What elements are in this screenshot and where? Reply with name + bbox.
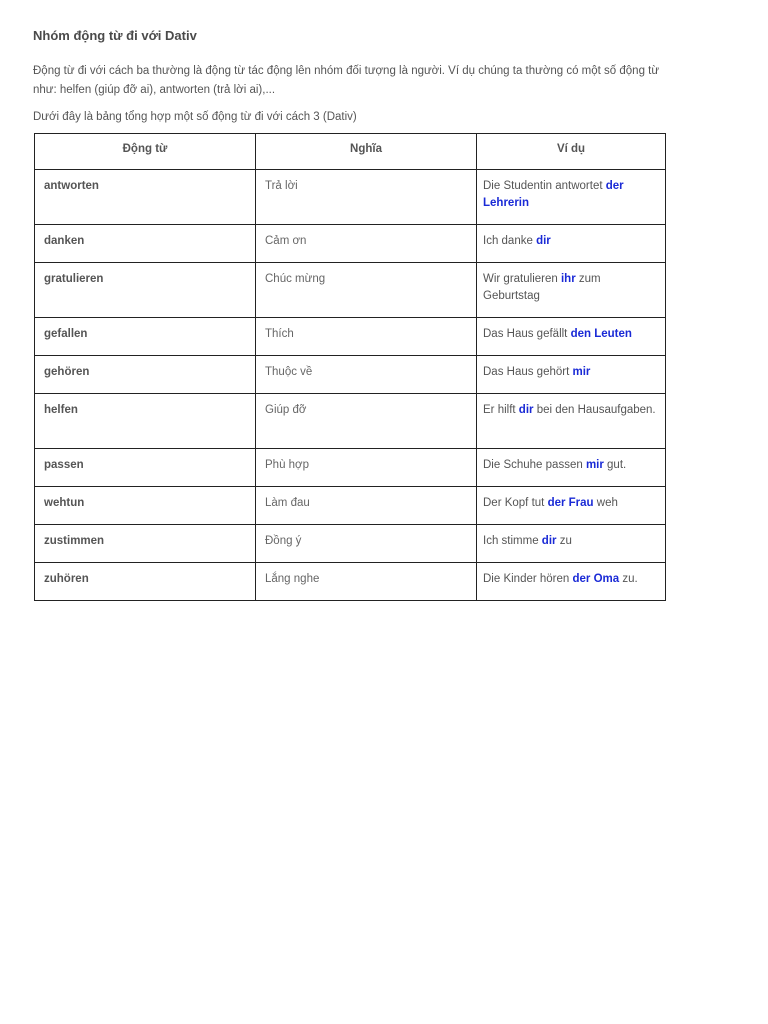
dative-object: ihr (560, 273, 576, 285)
example-text: zum Geburtstag (483, 273, 601, 302)
verb-cell: passen (35, 449, 256, 487)
example-cell (477, 170, 666, 225)
header-verb: Động từ (35, 134, 256, 170)
example-text: zu. (619, 573, 638, 585)
example-text: Wir gratulieren (483, 273, 561, 285)
dative-object: der Lehrerin (483, 180, 624, 209)
section-heading: Nhóm động từ đi với Dativ (33, 28, 197, 43)
header-example: Ví dụ (477, 134, 666, 170)
table-row (35, 170, 666, 225)
example-text: weh (593, 497, 618, 509)
verb-cell: gefallen (35, 318, 256, 356)
example-text: bei den Hausaufgaben. (533, 404, 656, 416)
table-row (35, 318, 666, 356)
dative-object: dir (541, 535, 557, 547)
table-row (35, 487, 666, 525)
table-row (35, 356, 666, 394)
verb-cell: zustimmen (35, 525, 256, 563)
example-cell (477, 525, 666, 563)
example-cell (477, 356, 666, 394)
dative-object: mir (585, 459, 604, 471)
example-text: Der Kopf tut (483, 497, 548, 509)
verb-cell: helfen (35, 394, 256, 449)
example-text: Die Studentin antwortet (483, 180, 606, 192)
dative-object: der Frau (547, 497, 594, 509)
meaning-cell: Cảm ơn (256, 225, 477, 263)
example-text: gut. (603, 459, 627, 471)
example-cell (477, 563, 666, 601)
verb-cell: zuhören (35, 563, 256, 601)
example-cell (477, 487, 666, 525)
meaning-cell: Giúp đỡ (256, 394, 477, 449)
verb-cell: gehören (35, 356, 256, 394)
verb-cell: danken (35, 225, 256, 263)
table-row (35, 394, 666, 449)
meaning-cell: Đồng ý (256, 525, 477, 563)
example-text: Das Haus gefällt (483, 328, 571, 340)
dativ-verb-table (34, 133, 666, 601)
meaning-cell: Làm đau (256, 487, 477, 525)
example-cell (477, 394, 666, 449)
article-content (33, 26, 673, 601)
intro-paragraph: Động từ đi với cách ba thường là động từ tác động lên nhóm đối tượng là người. Ví dụ chúng ta thường có một số động từ như: helfen (giúp đỡ ai), antworten (trả lời ai),... (33, 65, 660, 96)
example-text: Die Kinder hören (483, 573, 573, 585)
dative-object: dir (536, 235, 551, 247)
example-text: Die Schuhe passen (483, 459, 586, 471)
example-text: Ich stimme (483, 535, 542, 547)
table-row (35, 225, 666, 263)
example-text: Ich danke (483, 235, 537, 247)
table-intro-paragraph: Dưới đây là bảng tổng hợp một số động từ đi với cách 3 (Dativ) (33, 111, 357, 123)
table-header-row (35, 134, 666, 170)
example-text: Er hilft (483, 404, 519, 416)
meaning-cell: Thuộc về (256, 356, 477, 394)
meaning-cell: Trả lời (256, 170, 477, 225)
header-meaning: Nghĩa (256, 134, 477, 170)
example-text: Das Haus gehört (483, 366, 573, 378)
example-text: zu (556, 535, 572, 547)
table-row (35, 449, 666, 487)
meaning-cell: Lắng nghe (256, 563, 477, 601)
verb-cell: wehtun (35, 487, 256, 525)
table-row (35, 525, 666, 563)
example-cell (477, 225, 666, 263)
meaning-cell: Thích (256, 318, 477, 356)
table-row (35, 263, 666, 318)
meaning-cell: Chúc mừng (256, 263, 477, 318)
dative-object: mir (572, 366, 591, 378)
example-cell (477, 318, 666, 356)
example-cell (477, 263, 666, 318)
example-cell (477, 449, 666, 487)
verb-cell: gratulieren (35, 263, 256, 318)
dative-object: den Leuten (570, 328, 632, 340)
dative-object: der Oma (572, 573, 620, 585)
table-row (35, 563, 666, 601)
meaning-cell: Phù hợp (256, 449, 477, 487)
verb-cell: antworten (35, 170, 256, 225)
dative-object: dir (518, 404, 534, 416)
